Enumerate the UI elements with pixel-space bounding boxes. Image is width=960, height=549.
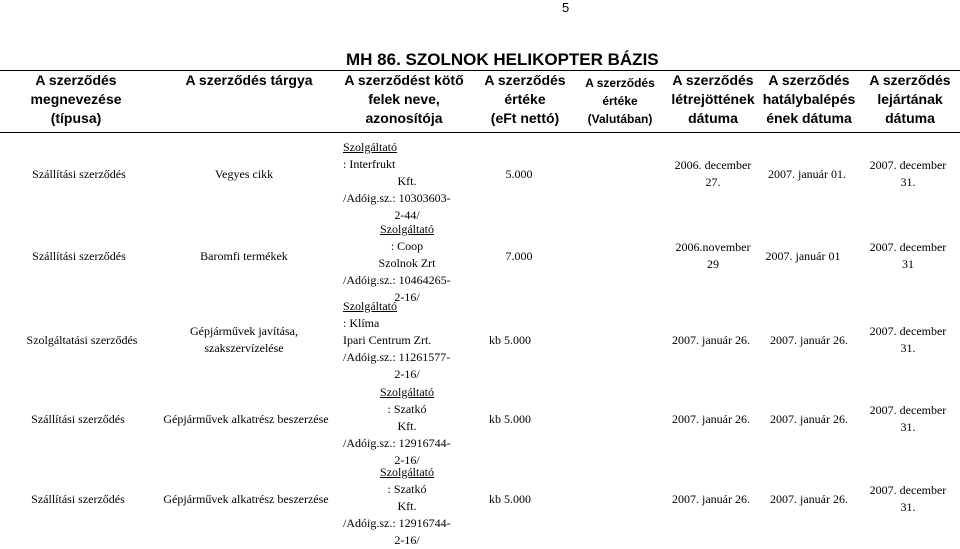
contract-type: Szállítási szerződés	[31, 491, 125, 506]
page-number: 5	[562, 0, 570, 15]
table-row	[0, 464, 960, 547]
col-header-expiry: A szerződés lejártának dátuma	[869, 72, 951, 126]
created-date: 2007. január 26.	[672, 411, 750, 426]
expiry-date: 2007. december 31.	[869, 158, 947, 189]
col-header-created: A szerződés létrejöttének dátuma	[671, 72, 755, 126]
contract-subject: Gépjárművek alkatrész beszerzése	[163, 491, 329, 506]
contract-subject: Baromfi termékek	[200, 248, 288, 263]
contract-type: Szállítási szerződés	[31, 411, 125, 426]
contract-type: Szállítási szerződés	[32, 248, 126, 263]
created-date: 2007. január 26.	[672, 491, 750, 506]
expiry-date: 2007. december 31.	[869, 324, 947, 355]
contract-value: kb 5.000	[489, 491, 531, 506]
contract-parties: Szolgáltató : Klíma Ipari Centrum Zrt. /Adóig.sz.: 11261577- 2-16/	[343, 298, 451, 381]
created-date: 2006. december 27.	[674, 158, 752, 189]
col-header-value-currency: A szerződés értéke (Valutában)	[585, 76, 655, 126]
contract-parties: Szolgáltató : Szatkó Kft. /Adóig.sz.: 12916744- 2-16/	[343, 464, 451, 547]
contract-parties: Szolgáltató : Coop Szolnok Zrt /Adóig.sz.: 10464265- 2-16/	[343, 221, 451, 304]
col-header-effective: A szerződés hatálybalépés ének dátuma	[762, 72, 856, 126]
contract-type: Szolgáltatási szerződés	[26, 332, 138, 347]
contract-parties: Szolgáltató : Szatkó Kft. /Adóig.sz.: 12916744- 2-16/	[343, 384, 451, 467]
created-date: 2007. január 26.	[672, 332, 750, 347]
expiry-date: 2007. december 31.	[869, 403, 947, 434]
effective-date: 2007. január 26.	[770, 491, 848, 506]
table-row	[0, 221, 960, 304]
header-rule	[0, 132, 960, 133]
contract-value: kb 5.000	[489, 332, 531, 347]
col-header-parties: A szerződést kötő felek neve, azonosítója	[344, 72, 464, 126]
expiry-date: 2007. december 31	[869, 240, 947, 271]
contract-value: kb 5.000	[489, 411, 531, 426]
col-header-value-huf: A szerződés értéke (eFt nettó)	[484, 72, 566, 126]
contract-subject: Vegyes cikk	[214, 166, 274, 181]
contract-value: 5.000	[505, 166, 533, 181]
contract-subject: Gépjárművek alkatrész beszerzése	[163, 411, 329, 426]
table-row	[0, 298, 960, 381]
effective-date: 2007. január 01.	[768, 166, 846, 181]
table-header	[0, 71, 960, 131]
col-header-type: A szerződés megnevezése (típusa)	[30, 72, 122, 126]
contract-parties: Szolgáltató : Interfrukt Kft. /Adóig.sz.: 10303603- 2-44/	[343, 139, 451, 222]
table-row	[0, 384, 960, 467]
created-date: 2006.november 29	[675, 240, 751, 271]
contract-type: Szállítási szerződés	[32, 166, 126, 181]
contract-value: 7.000	[505, 248, 533, 263]
expiry-date: 2007. december 31.	[869, 483, 947, 514]
contract-subject: Gépjárművek javítása, szakszervízelése	[190, 324, 298, 355]
document-title: MH 86. SZOLNOK HELIKOPTER BÁZIS	[346, 50, 659, 69]
col-header-subject: A szerződés tárgya	[185, 72, 313, 88]
table-row	[0, 139, 960, 222]
effective-date: 2007. január 26.	[770, 411, 848, 426]
effective-date: 2007. január 26.	[770, 332, 848, 347]
effective-date: 2007. január 01	[765, 248, 841, 263]
